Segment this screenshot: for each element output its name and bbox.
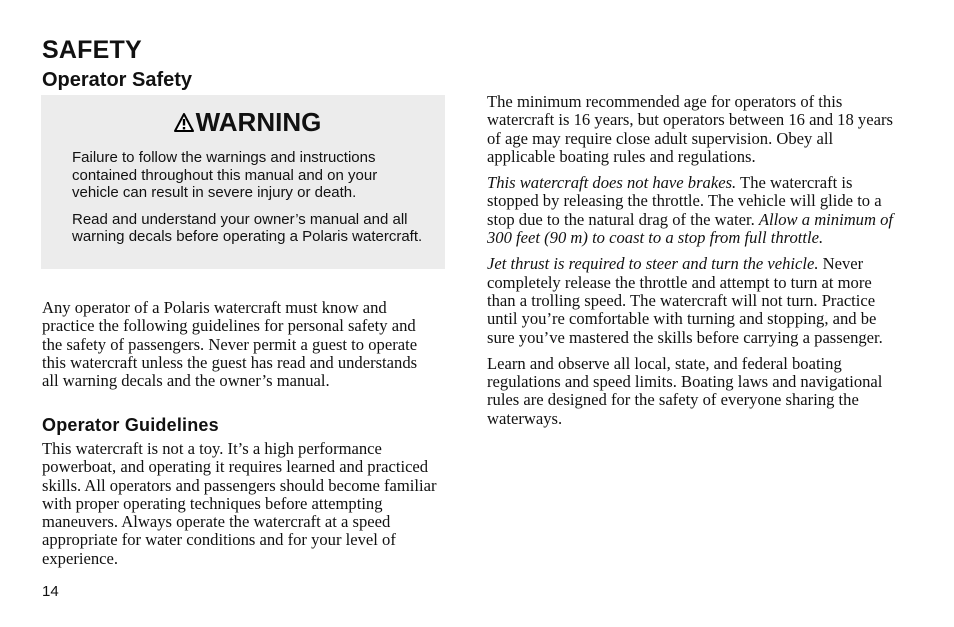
subsection-title: Operator Safety — [42, 69, 193, 91]
intro-paragraph: Any operator of a Polaris watercraft must know and practice the following guidelines for personal safety and the safety of passengers. Never permit a guest to operate this watercraft unless the guest has read and understands all warning decals and the owner’s manual. — [42, 298, 418, 391]
right-column — [487, 93, 897, 436]
warning-paragraph: Read and understand your owner’s manual and all warning decals before operating a Polaris watercraft. — [72, 210, 423, 245]
brakes-italic-lead: This watercraft does not have brakes. — [487, 173, 737, 193]
section-title: SAFETY — [42, 36, 142, 64]
regulations-paragraph: Learn and observe all local, state, and federal boating regulations and speed limits. Boating laws and navigational rules are designed for the safety of everyone sharing the waterways. — [487, 353, 883, 428]
warning-triangle-icon — [174, 113, 194, 132]
warning-heading — [72, 107, 423, 138]
steering-text: Never completely release the throttle and attempt to turn at more than a trolling speed. The watercraft will not turn. Practice until you’re comfortable with turning and stopping, and be sure you’ve mastered the skills before carrying a passenger. — [487, 254, 883, 347]
warning-title: WARNING — [195, 107, 322, 137]
brakes-paragraph — [487, 174, 897, 247]
brakes-text: The watercraft is stopped by releasing the throttle. The vehicle will glide to a stop due to the natural drag of the water. — [487, 173, 882, 229]
steering-paragraph — [487, 255, 897, 346]
guidelines-heading: Operator Guidelines — [42, 415, 219, 435]
guidelines-paragraph: This watercraft is not a toy. It’s a high performance powerboat, and operating it requires learned and practiced skills. All operators and passengers should become familiar with proper operating techniques before attempting maneuvers. Always operate the watercraft at a speed appropriate for water conditions and for your level of experience. — [42, 439, 437, 568]
warning-box — [41, 95, 445, 269]
brakes-italic-tail: Allow a minimum of 300 feet (90 m) to coast to a stop from full throttle. — [487, 209, 894, 248]
page-number: 14 — [42, 583, 59, 600]
steering-italic-lead: Jet thrust is required to steer and turn the vehicle. — [487, 254, 819, 274]
age-paragraph: The minimum recommended age for operators of this watercraft is 16 years, but operators between 16 and 18 years of age may require close adult supervision. Obey all applicable boating rules and regulations. — [487, 92, 893, 166]
warning-paragraph: Failure to follow the warnings and instructions contained throughout this manual and on your vehicle can result in severe injury or death. — [72, 149, 378, 201]
